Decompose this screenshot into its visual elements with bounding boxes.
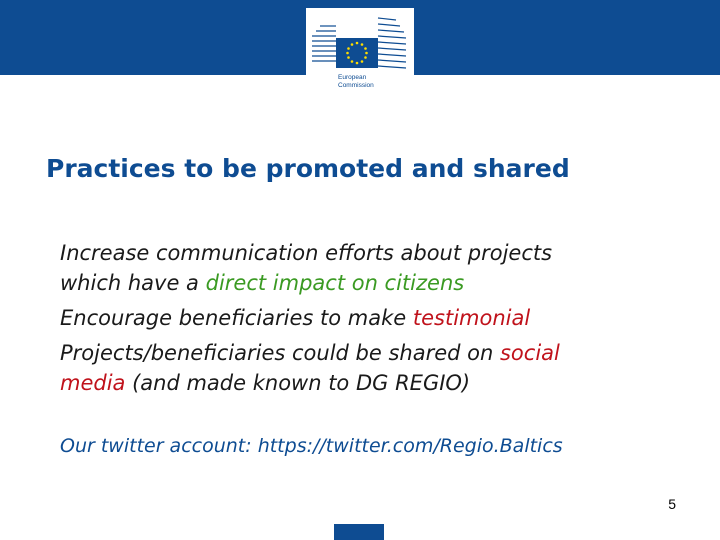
bullet-1-text: which have a: [60, 271, 206, 295]
slide-title: Practices to be promoted and shared: [46, 154, 570, 183]
logo-wordmark: [338, 74, 374, 90]
highlight-direct-impact: direct impact on citizens: [205, 271, 465, 295]
highlight-social: social: [499, 341, 560, 365]
bullet-3-line-1: [60, 338, 700, 368]
bullet-2: [60, 303, 700, 333]
footer-bar: [334, 524, 384, 540]
logo-line-commission: Commission: [338, 82, 374, 89]
logo-line-european: European: [338, 74, 367, 81]
highlight-media: media: [60, 371, 126, 395]
highlight-testimonial: testimonial: [412, 306, 531, 330]
bullet-1-line-1: Increase communication efforts about projects: [60, 241, 553, 265]
european-commission-logo: [306, 8, 414, 103]
twitter-account-link[interactable]: Our twitter account: https://twitter.com/Regio.Baltics: [60, 435, 563, 457]
bullet-3-text: Projects/beneficiaries could be shared on: [60, 341, 500, 365]
bullet-3-line-2: [60, 368, 700, 398]
bullet-1-line-2: [60, 268, 700, 298]
page-number: 5: [668, 496, 676, 512]
bullet-3-tail: (and made known to DG REGIO): [125, 371, 471, 395]
bullet-2-text: Encourage beneficiaries to make: [60, 306, 413, 330]
